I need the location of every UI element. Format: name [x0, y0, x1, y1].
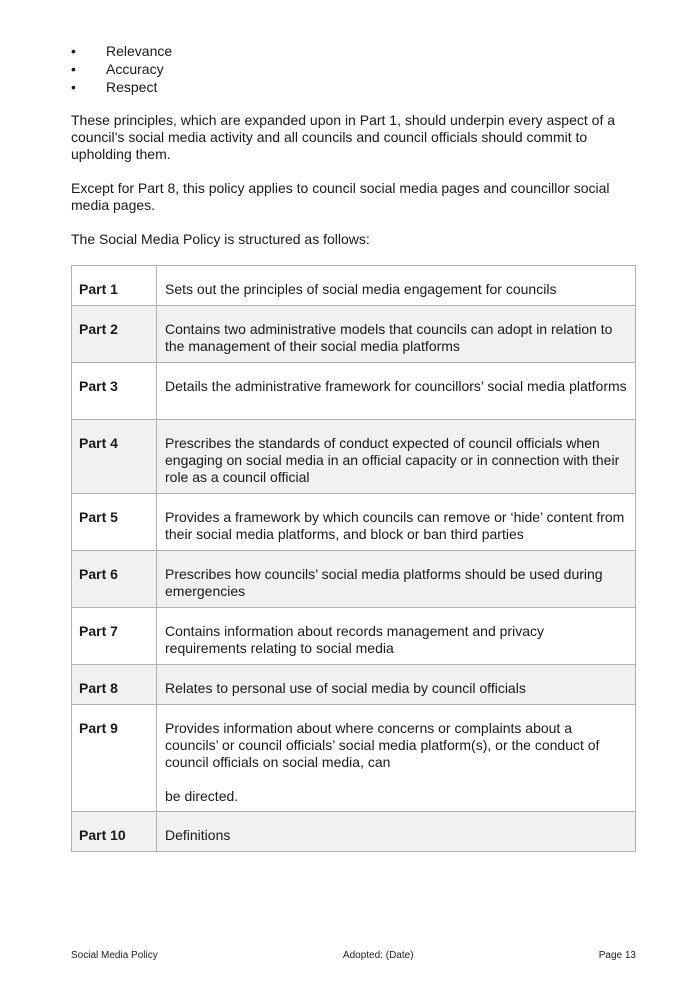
table-row [72, 608, 636, 665]
list-item: • Relevance [71, 43, 173, 59]
part-description: Contains two administrative models that councils can adopt in relation to the management of their social media platforms [157, 306, 636, 363]
part-description: Relates to personal use of social media by council officials [157, 665, 636, 705]
document-page [71, 42, 636, 852]
part-label: Part 7 [72, 608, 157, 665]
bullet-icon: • [71, 61, 76, 77]
part-description: Provides a framework by which councils can remove or ‘hide’ content from their social media platforms, and block or ban third parties [157, 494, 636, 551]
bullet-icon: • [71, 43, 76, 59]
principles-list [71, 42, 636, 96]
part-label: Part 8 [72, 665, 157, 705]
footer-adopted-date: Adopted: (Date) [342, 950, 414, 961]
policy-structure-table [71, 265, 636, 852]
part-description: Provides information about where concerns or complaints about a councils’ or council officials’ social media platform(s), or the conduct of council officials on social media, can [165, 720, 600, 770]
principles-paragraph: These principles, which are expanded upon in Part 1, should underpin every aspect of a council’s social media activity and all councils and council officials should commit to upholding them. [71, 112, 616, 162]
table-row [72, 494, 636, 551]
part-description-continued: be directed. [165, 788, 239, 804]
table-row [72, 363, 636, 420]
part-description: Sets out the principles of social media engagement for councils [157, 266, 636, 306]
part-label: Part 4 [72, 420, 157, 494]
part-description: Prescribes the standards of conduct expected of council officials when engaging on social media in an official capacity or in connection with their role as a council official [157, 420, 636, 494]
part-label: Part 6 [72, 551, 157, 608]
table-row [72, 266, 636, 306]
table-row [72, 306, 636, 363]
part-label: Part 5 [72, 494, 157, 551]
footer-document-title: Social Media Policy [71, 950, 158, 961]
part-label: Part 1 [72, 266, 157, 306]
part-label: Part 9 [72, 705, 157, 812]
page-footer [71, 950, 636, 961]
list-item: • Respect [71, 79, 158, 95]
part-description: Prescribes how councils’ social media platforms should be used during emergencies [157, 551, 636, 608]
footer-page-number: Page 13 [598, 950, 636, 961]
part-description: Details the administrative framework for councillors’ social media platforms [157, 363, 636, 420]
table-row [72, 420, 636, 494]
part-description: Contains information about records management and privacy requirements relating to social media [157, 608, 636, 665]
table-row [72, 551, 636, 608]
part-description: Definitions [157, 812, 636, 852]
part-label: Part 10 [72, 812, 157, 852]
table-row [72, 665, 636, 705]
part-label: Part 2 [72, 306, 157, 363]
list-item: • Accuracy [71, 61, 164, 77]
scope-paragraph: Except for Part 8, this policy applies to council social media pages and councillor social media pages. [71, 180, 610, 213]
part-label: Part 3 [72, 363, 157, 420]
structure-intro-paragraph: The Social Media Policy is structured as follows: [71, 231, 370, 247]
table-row [72, 812, 636, 852]
table-row [72, 705, 636, 812]
bullet-icon: • [71, 79, 76, 95]
part-description-cell [157, 705, 636, 812]
